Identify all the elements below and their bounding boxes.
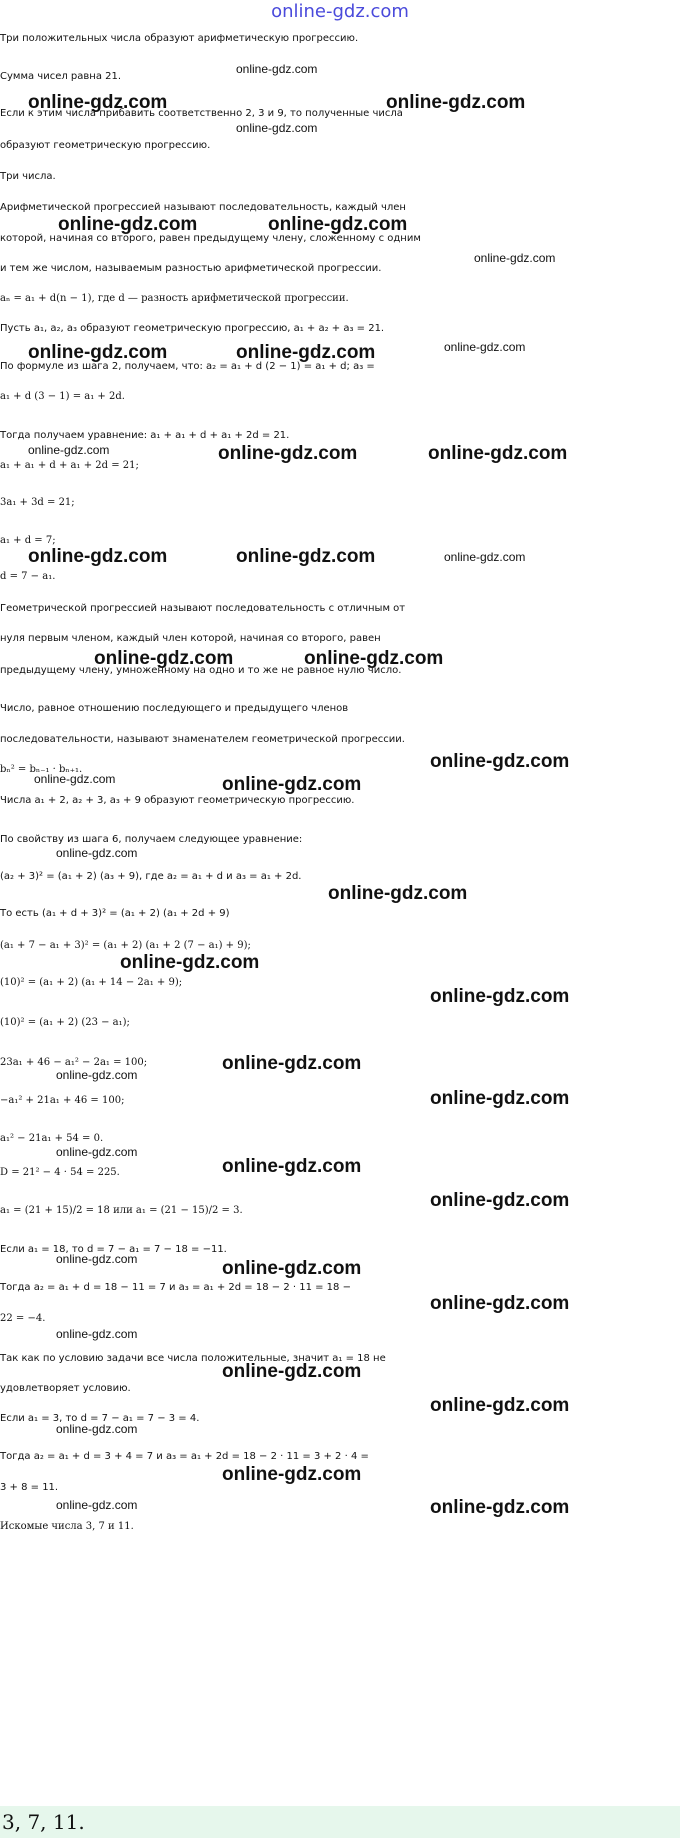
watermark-text: online-gdz.com [56, 1498, 138, 1512]
solution-line: aₙ = a₁ + d(n − 1), где d — разность арифметической прогрессии. [0, 293, 349, 304]
watermark-text: online-gdz.com [430, 1293, 570, 1314]
solution-line: a₁ + a₁ + d + a₁ + 2d = 21; [0, 460, 139, 471]
solution-line: последовательности, называют знаменателем геометрической прогрессии. [0, 734, 405, 745]
solution-line: d = 7 − a₁. [0, 571, 56, 582]
solution-line: удовлетворяет условию. [0, 1383, 131, 1394]
solution-line: Так как по условию задачи все числа положительные, значит a₁ = 18 не [0, 1353, 386, 1364]
watermark-text: online-gdz.com [236, 342, 376, 363]
watermark-text: online-gdz.com [56, 1422, 138, 1436]
watermark-text: online-gdz.com [430, 1497, 570, 1518]
solution-line: a₁ + d = 7; [0, 535, 56, 546]
solution-line: 3 + 8 = 11. [0, 1482, 59, 1493]
watermark-text: online-gdz.com [56, 1327, 138, 1341]
watermark-text: online-gdz.com [428, 443, 568, 464]
watermark-text: online-gdz.com [268, 214, 408, 235]
solution-line: 23a₁ + 46 − a₁² − 2a₁ = 100; [0, 1057, 148, 1068]
solution-line: Сумма чисел равна 21. [0, 71, 122, 82]
watermark-text: online-gdz.com [386, 92, 526, 113]
watermark-text: online-gdz.com [236, 62, 318, 76]
solution-line: a₁² − 21a₁ + 54 = 0. [0, 1133, 104, 1144]
solution-line: Геометрической прогрессией называют последовательность с отличным от [0, 603, 406, 614]
solution-line: a₁ = (21 + 15)/2 = 18 или a₁ = (21 − 15)/2 = 3. [0, 1205, 243, 1216]
solution-line: нуля первым членом, каждый член которой, начиная со второго, равен [0, 633, 381, 644]
answer-box [0, 1806, 680, 1838]
solution-line: (a₁ + 7 − a₁ + 3)² = (a₁ + 2) (a₁ + 2 (7 − a₁) + 9); [0, 940, 251, 951]
watermark-text: online-gdz.com [328, 883, 468, 904]
watermark-text: online-gdz.com [28, 443, 110, 457]
solution-line: которой, начиная со второго, равен предыдущему члену, сложенному с одним [0, 233, 421, 244]
solution-line: bₙ² = bₙ₋₁ · bₙ₊₁. [0, 764, 83, 775]
solution-line: Тогда a₂ = a₁ + d = 18 − 11 = 7 и a₃ = a₁ + 2d = 18 − 2 · 11 = 18 − [0, 1282, 351, 1293]
watermark-text: online-gdz.com [430, 1190, 570, 1211]
solution-line: D = 21² − 4 · 54 = 225. [0, 1167, 120, 1178]
watermark-text: online-gdz.com [94, 648, 234, 669]
watermark-text: online-gdz.com [236, 546, 376, 567]
watermark-text: online-gdz.com [304, 648, 444, 669]
solution-line: предыдущему члену, умноженному на одно и то же не равное нулю число. [0, 665, 402, 676]
watermark-text: online-gdz.com [56, 1252, 138, 1266]
solution-line: Искомые числа 3, 7 и 11. [0, 1521, 134, 1532]
solution-line: 3a₁ + 3d = 21; [0, 497, 75, 508]
solution-line: По формуле из шага 2, получаем, что: a₂ = a₁ + d (2 − 1) = a₁ + d; a₃ = [0, 361, 375, 372]
site-header[interactable]: online-gdz.com [271, 1, 409, 22]
watermark-text: online-gdz.com [222, 1464, 362, 1485]
answer-text: 3, 7, 11. [2, 1810, 85, 1834]
watermark-text: online-gdz.com [120, 952, 260, 973]
solution-line: Числа a₁ + 2, a₂ + 3, a₃ + 9 образуют геометрическую прогрессию. [0, 795, 355, 806]
watermark-text: online-gdz.com [236, 121, 318, 135]
watermark-text: online-gdz.com [430, 986, 570, 1007]
watermark-text: online-gdz.com [430, 1395, 570, 1416]
solution-line: −a₁² + 21a₁ + 46 = 100; [0, 1095, 125, 1106]
solution-line: a₁ + d (3 − 1) = a₁ + 2d. [0, 391, 125, 402]
watermark-text: online-gdz.com [430, 1088, 570, 1109]
solution-line: и тем же числом, называемым разностью арифметической прогрессии. [0, 263, 382, 274]
watermark-text: online-gdz.com [430, 751, 570, 772]
watermark-text: online-gdz.com [444, 550, 526, 564]
solution-line: (a₂ + 3)² = (a₁ + 2) (a₃ + 9), где a₂ = a₁ + d и a₃ = a₁ + 2d. [0, 871, 302, 882]
solution-line: Арифметической прогрессией называют последовательность, каждый член [0, 202, 406, 213]
solution-line: Тогда a₂ = a₁ + d = 3 + 4 = 7 и a₃ = a₁ + 2d = 18 − 2 · 11 = 3 + 2 · 4 = [0, 1451, 369, 1462]
watermark-text: online-gdz.com [222, 1258, 362, 1279]
watermark-text: online-gdz.com [218, 443, 358, 464]
watermark-text: online-gdz.com [56, 846, 138, 860]
solution-line: (10)² = (a₁ + 2) (23 − a₁); [0, 1017, 130, 1028]
solution-line: Если a₁ = 3, то d = 7 − a₁ = 7 − 3 = 4. [0, 1413, 200, 1424]
solution-line: (10)² = (a₁ + 2) (a₁ + 14 − 2a₁ + 9); [0, 977, 183, 988]
watermark-text: online-gdz.com [222, 1156, 362, 1177]
solution-line: То есть (a₁ + d + 3)² = (a₁ + 2) (a₁ + 2d + 9) [0, 908, 230, 919]
watermark-text: online-gdz.com [28, 92, 168, 113]
watermark-text: online-gdz.com [28, 342, 168, 363]
solution-line: Три числа. [0, 171, 56, 182]
watermark-text: online-gdz.com [28, 546, 168, 567]
solution-line: Тогда получаем уравнение: a₁ + a₁ + d + a₁ + 2d = 21. [0, 430, 290, 441]
solution-line: Если a₁ = 18, то d = 7 − a₁ = 7 − 18 = −11. [0, 1244, 227, 1255]
solution-line: Число, равное отношению последующего и предыдущего членов [0, 703, 349, 714]
watermark-text: online-gdz.com [56, 1145, 138, 1159]
solution-line: Пусть a₁, a₂, a₃ образуют геометрическую прогрессию, a₁ + a₂ + a₃ = 21. [0, 323, 385, 334]
solution-line: образуют геометрическую прогрессию. [0, 140, 211, 151]
watermark-text: online-gdz.com [222, 774, 362, 795]
solution-line: Три положительных числа образуют арифметическую прогрессию. [0, 33, 359, 44]
watermark-text: online-gdz.com [58, 214, 198, 235]
watermark-text: online-gdz.com [474, 251, 556, 265]
watermark-text: online-gdz.com [222, 1361, 362, 1382]
watermark-text: online-gdz.com [56, 1068, 138, 1082]
solution-line: По свойству из шага 6, получаем следующее уравнение: [0, 834, 303, 845]
solution-line: Если к этим числа прибавить соответственно 2, 3 и 9, то полученные числа [0, 108, 403, 119]
solution-line: 22 = −4. [0, 1313, 46, 1324]
watermark-text: online-gdz.com [444, 340, 526, 354]
watermark-text: online-gdz.com [222, 1053, 362, 1074]
watermark-text: online-gdz.com [34, 772, 116, 786]
